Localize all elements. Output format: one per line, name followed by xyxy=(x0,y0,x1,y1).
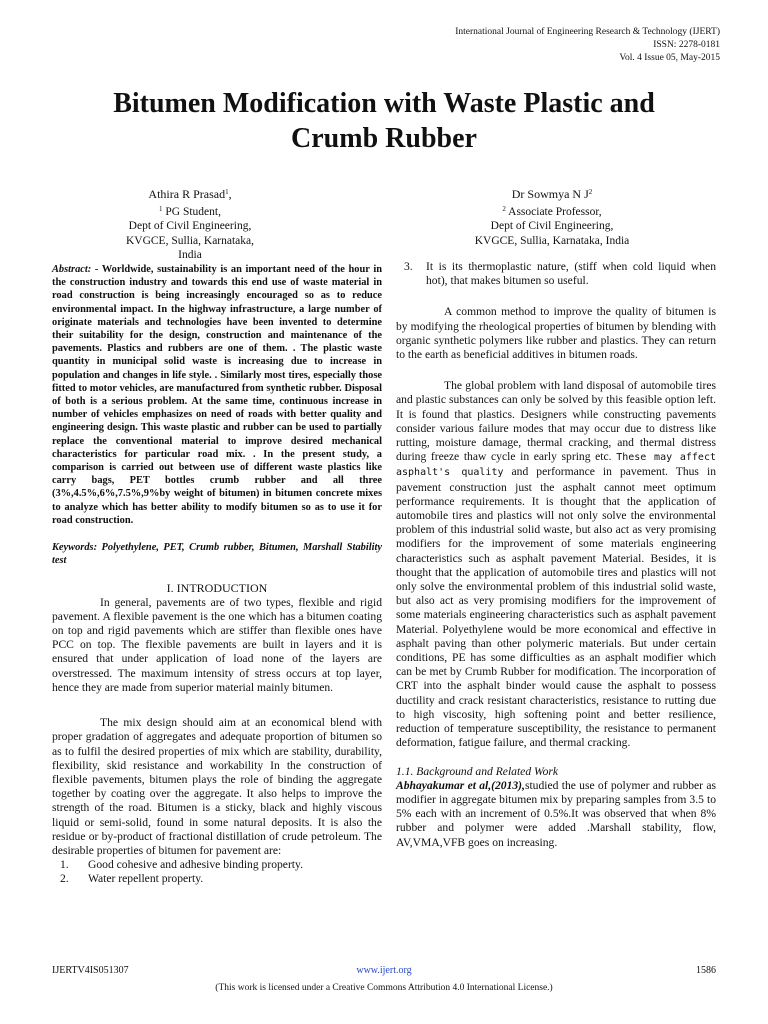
author-block-2 xyxy=(452,185,652,248)
author-role: Associate Professor, xyxy=(505,205,602,218)
paragraph-part-2: These may affect asphalt's quality xyxy=(396,452,716,479)
author-superscript: 2 xyxy=(588,188,593,196)
list-number: 3. xyxy=(404,260,413,273)
left-column xyxy=(52,263,382,887)
author-role: PG Student, xyxy=(162,205,221,218)
list-text: Good cohesive and adhesive binding property. xyxy=(88,858,303,872)
subsection-heading: 1.1. Background and Related Work xyxy=(396,764,559,778)
intro-paragraph-1: In general, pavements are of two types, flexible and rigid pavement. A flexible pavement is the one which has a bitumen coating on top and rigid pavements which are stiffer than flexible ones have PCC on top. The flexible pavements are built in layers and it is ensured that under application of load none of the layers are overstressed. The maximum intensity of stress occurs at top layer, hence they are made from superior material mainly bitumen. xyxy=(52,595,382,694)
website-link-text[interactable]: www.ijert.org xyxy=(356,965,412,976)
author-affiliation: KVGCE, Sullia, Karnataka, India xyxy=(474,234,630,247)
journal-header xyxy=(455,26,720,65)
author-name: Dr Sowmya N J xyxy=(511,187,589,201)
journal-volume: Vol. 4 Issue 05, May-2015 xyxy=(619,53,720,63)
body-paragraph-modification: A common method to improve the quality of bitumen is by modifying the rheological properties of bitumen by blending with organic synthetic polymers like rubber and plastics. They can return to the earth as beneficial additives in bitumen roads. xyxy=(396,305,716,362)
abstract xyxy=(52,263,382,527)
author-role-line xyxy=(452,202,652,220)
list-item xyxy=(60,872,382,886)
properties-list xyxy=(52,858,382,886)
author-name-line xyxy=(452,185,652,202)
author-block-1 xyxy=(120,185,260,263)
footer-page-number: 1586 xyxy=(696,965,716,976)
author-affiliation: KVGCE, Sullia, Karnataka, India xyxy=(125,234,255,261)
abstract-text: Worldwide, sustainability is an important need of the hour in the construction industry and towards this end use of waste material in road construction is being increasingly encouraged so as to reduce environmental impact. In the highway infrastructure, a large number of originate materials and technologies have been invented to determine their suitability for the design, construction and maintenance of the pavements. Plastics and rubbers are one of them. . The plastic waste quantity in municipal solid waste is increasing due to increase in population and changes in life style. . Similarly most tires, especially those fitted to motor vehicles, are manufactured from synthetic rubber. Disposal of both is a serious problem. At the same time, continuous increase in number of vehicles emphasizes on need of roads with better quality and engineering design. This waste plastic and rubber can be used to partially replace the conventional material to improve desired mechanical characteristics for particular road mix. . In the present study, a comparison is carried out between use of different waste plastics like carry bags, PET bottles crumb rubber and all three (3%,4.5%,6%,7.5%,9%by weight of bitumen) in bitumen concrete mixes to analyze which has better ability to modify bitumen so as to use it for road construction. xyxy=(52,264,382,526)
keywords: Keywords: Polyethylene, PET, Crumb rubber, Bitumen, Marshall Stability test xyxy=(52,542,382,567)
role-superscript: 1 xyxy=(159,204,163,213)
journal-issn: ISSN: 2278-0181 xyxy=(653,40,720,50)
author-superscript: 1 xyxy=(225,188,229,196)
abstract-label: Abstract: - xyxy=(52,264,99,275)
paper-title-line-2: Crumb Rubber xyxy=(291,123,477,154)
reference-author: Abhayakumar et al,(2013), xyxy=(396,778,525,792)
paper-title-line-1: Bitumen Modification with Waste Plastic and xyxy=(113,88,655,119)
reference-text: studied the use of polymer and rubber as modifier in aggregate bitumen mix by preparing samples from 3.5 to 5% each with an increment of 0.5%.It was observed that when 8% rubber and polymer were added .Marshall stability, flow, AV,VMA,VFB goes on increasing. xyxy=(396,778,716,849)
list-item xyxy=(60,858,382,872)
author-role-line xyxy=(120,202,260,220)
author-dept: Dept of Civil Engineering, xyxy=(128,220,252,232)
related-work-paragraph xyxy=(396,779,716,850)
list-number: 1. xyxy=(60,858,69,872)
paragraph-part-1: The global problem with land disposal of automobile tires and plastic substances can only be solved by this feasible option left. It is found that plastics. Designers while constructing pavements consider various failure modes that may occur due to distress like rutting, moisture damage, thermal cracking, and thermal distress during freeze thaw cycle in early spring etc. xyxy=(396,379,716,464)
body-paragraph-global-problem xyxy=(396,379,716,750)
author-name-suffix: , xyxy=(228,187,232,201)
footer-license: (This work is licensed under a Creative Commons Attribution 4.0 International License.) xyxy=(215,983,553,993)
author-dept: Dept of Civil Engineering, xyxy=(490,220,614,232)
list-text: It is its thermoplastic nature, (stiff when cold liquid when hot), that makes bitumen so useful. xyxy=(426,260,716,288)
list-text: Water repellent property. xyxy=(88,872,204,886)
list-item-3 xyxy=(396,260,716,288)
list-number: 2. xyxy=(60,872,69,886)
footer-paper-id: IJERTV4IS051307 xyxy=(52,965,129,976)
author-name-line xyxy=(120,185,260,202)
author-name: Athira R Prasad xyxy=(148,187,226,201)
intro-paragraph-2: The mix design should aim at an economical blend with proper gradation of aggregates and adequate proportion of bitumen so as to fulfil the desired properties of mix which are stability, durability, flexibility, skid resistance and workability In the construction of flexible pavements, bitumen plays the role of binding the aggregate together by coating over the aggregate. It also helps to improve the strength of the road. Bitumen is a sticky, black and highly viscous liquid or semi-solid, found in some natural deposits. It is also the residue or by-product of fractional distillation of crude petroleum. The desirable properties of bitumen for pavement are: xyxy=(52,716,382,857)
paper-title xyxy=(40,86,728,156)
right-column xyxy=(396,260,716,850)
role-superscript: 2 xyxy=(502,204,506,213)
footer-website-link[interactable] xyxy=(0,965,768,976)
section-heading-introduction: I. INTRODUCTION xyxy=(166,581,268,596)
journal-name: International Journal of Engineering Research & Technology (IJERT) xyxy=(455,27,720,37)
paragraph-part-3: and performance in pavement. Thus in pavement construction just the asphalt cannot meet optimum performance requirements. It is thought that the application of automobile tires and plastics will not only solve the environmental problem of this industrial solid waste, but also act as very promising modifiers for the improvement of some materials engineering characteristics such as asphalt pavement Material. Besides, it is thought that the application of automobile tires and plastics will not only solve the environmental problem of this industrial solid waste, but also act as very promising modifiers for the improvement of some materials engineering characteristics such as asphalt pavement Material. Polyethylene would be more economical and effective in asphalt paving than other polymeric materials. But under certain conditions, PE has some difficulties as an asphalt modifier which can be met by Crumb Rubber for modification. The incorporation of CRT into the asphalt binder would cause the asphalt to possess ductility and crack resistant characteristics, resistance to rutting due to high viscosity, high softening point and better resilience, reduction of temperature susceptibility, the resistance to permanent deformation, fatigue failure, and thermal cracking. xyxy=(396,465,717,750)
